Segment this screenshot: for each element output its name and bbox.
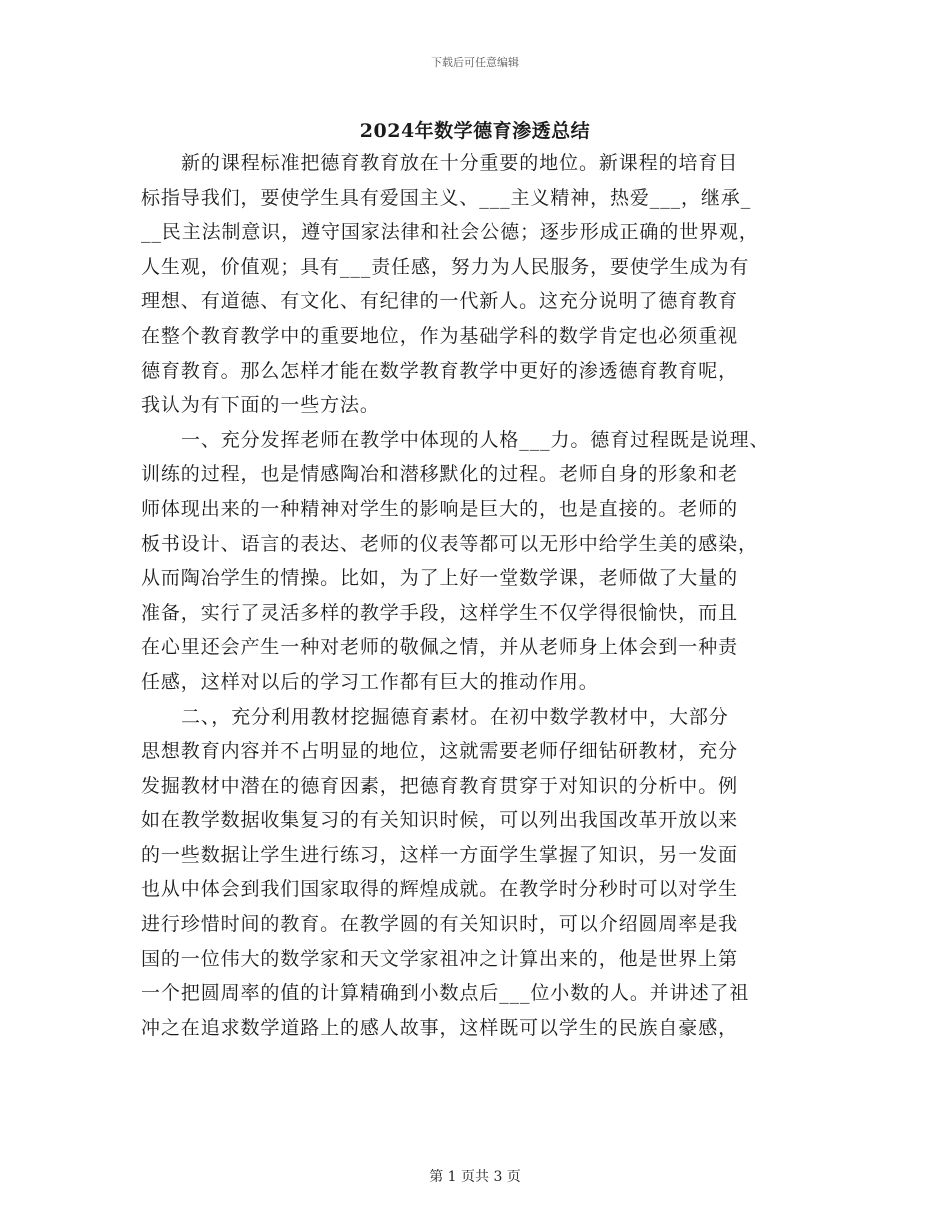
- text-line: 标指导我们，要使学生具有爱国主义、___主义精神，热爱___，继承_: [141, 186, 752, 209]
- text-line: 如在教学数据收集复习的有关知识时候，可以列出我国改革开放以来: [141, 809, 739, 832]
- text-line: 思想教育内容并不占明显的地位，这就需要老师仔细钻研教材，充分: [141, 740, 739, 763]
- text-line: 一个把圆周率的值的计算精确到小数点后___位小数的人。并讲述了祖: [141, 982, 750, 1005]
- text-line: 发掘教材中潜在的德育因素，把德育教育贯穿于对知识的分析中。例: [141, 774, 739, 797]
- text-line: 进行珍惜时间的教育。在教学圆的有关知识时，可以介绍圆周率是我: [141, 913, 739, 936]
- text-line: 任感，这样对以后的学习工作都有巨大的推动作用。: [141, 670, 599, 693]
- text-line: 板书设计、语言的表达、老师的仪表等都可以无形中给学生美的感染，: [141, 532, 758, 555]
- text-line: 新的课程标准把德育教育放在十分重要的地位。新课程的培育目: [181, 152, 739, 174]
- text-line: 训练的过程，也是情感陶冶和潜移默化的过程。老师自身的形象和老: [141, 463, 739, 486]
- text-line: 冲之在追求数学道路上的感人故事，这样既可以学生的民族自豪感，: [141, 1016, 739, 1039]
- document-title: 2024年数学德育渗透总结: [359, 120, 591, 142]
- text-line: 德育教育。那么怎样才能在数学教育教学中更好的渗透德育教育呢，: [141, 359, 739, 382]
- text-line: 师体现出来的一种精神对学生的影响是巨大的，也是直接的。老师的: [141, 497, 739, 520]
- text-line: 我认为有下面的一些方法。: [141, 394, 380, 417]
- text-line: 在心里还会产生一种对老师的敬佩之情，并从老师身上体会到一种责: [141, 636, 739, 659]
- text-line: 在整个教育教学中的重要地位，作为基础学科的数学肯定也必须重视: [141, 324, 739, 347]
- text-line: 从而陶冶学生的情操。比如，为了上好一堂数学课，老师做了大量的: [141, 567, 739, 590]
- text-line: __民主法制意识，遵守国家法律和社会公德；逐步形成正确的世界观，: [141, 221, 759, 244]
- text-line: 国的一位伟大的数学家和天文学家祖冲之计算出来的，他是世界上第: [141, 947, 739, 970]
- text-line: 人生观，价值观；具有___责任感，努力为人民服务，要使学生成为有: [141, 255, 750, 278]
- text-line: 也从中体会到我们国家取得的辉煌成就。在教学时分秒时可以对学生: [141, 878, 739, 901]
- page-footer: 第 1 页共 3 页: [429, 1169, 521, 1185]
- text-line: 理想、有道德、有文化、有纪律的一代新人。这充分说明了德育教育: [141, 290, 739, 313]
- document-body: [141, 146, 841, 1045]
- header-note: 下载后可任意编辑: [431, 56, 519, 69]
- text-line: 准备，实行了灵活多样的教学手段，这样学生不仅学得很愉快，而且: [141, 601, 739, 624]
- text-line: 一、充分发挥老师在教学中体现的人格___力。德育过程既是说理、: [181, 428, 770, 451]
- text-line: 二、，充分利用教材挖掘德育素材。在初中数学教材中，大部分: [181, 705, 729, 728]
- text-line: 的一些数据让学生进行练习，这样一方面学生掌握了知识，另一发面: [141, 843, 739, 866]
